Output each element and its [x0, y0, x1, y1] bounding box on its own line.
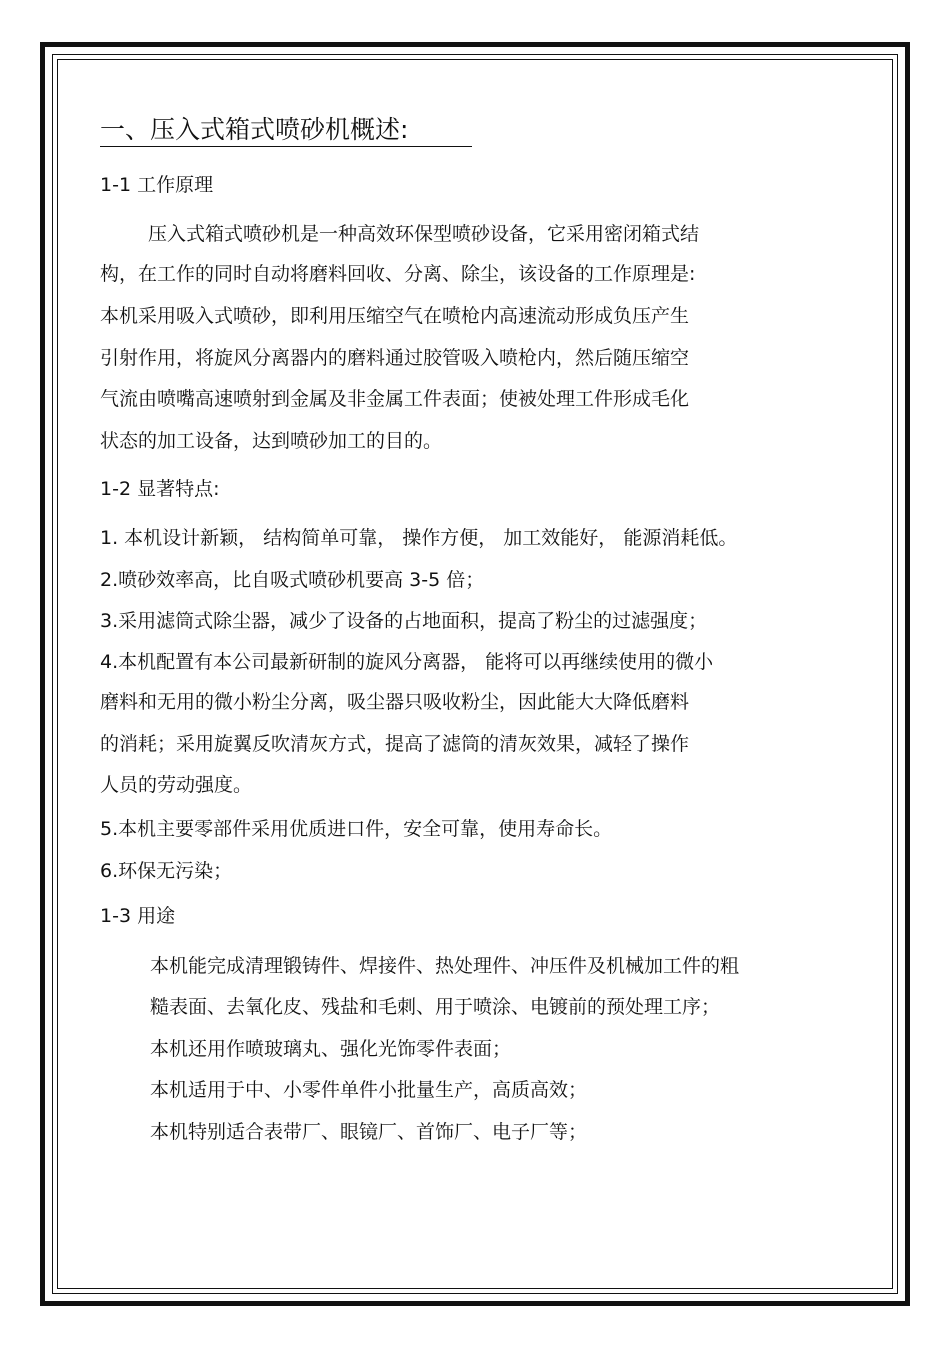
feature-item: 2.喷砂效率高，比自吸式喷砂机要高 3-5 倍； [100, 569, 485, 591]
paragraph-line: 本机采用吸入式喷砂，即利用压缩空气在喷枪内高速流动形成负压产生 [100, 305, 690, 327]
section-heading-features: 1-2 显著特点: [100, 478, 220, 500]
section-heading-principle: 1-1 工作原理 [100, 174, 214, 196]
paragraph-line: 构，在工作的同时自动将磨料回收、分离、除尘，该设备的工作原理是: [100, 263, 696, 285]
paragraph-line: 引射作用，将旋风分离器内的磨料通过胶管吸入喷枪内，然后随压缩空 [100, 347, 690, 369]
paragraph-line: 压入式箱式喷砂机是一种高效环保型喷砂设备，它采用密闭箱式结 [148, 223, 700, 245]
usage-line: 本机还用作喷玻璃丸、强化光饰零件表面； [150, 1038, 512, 1060]
feature-item-continued: 磨料和无用的微小粉尘分离，吸尘器只吸收粉尘，因此能大大降低磨料 [100, 691, 690, 713]
paragraph-line: 气流由喷嘴高速喷射到金属及非金属工件表面；使被处理工件形成毛化 [100, 388, 690, 410]
feature-item: 3.采用滤筒式除尘器，减少了设备的占地面积，提高了粉尘的过滤强度； [100, 610, 708, 632]
feature-item: 5.本机主要零部件采用优质进口件，安全可靠，使用寿命长。 [100, 818, 613, 840]
feature-item: 6.环保无污染； [100, 860, 233, 882]
feature-item-continued: 人员的劳动强度。 [100, 774, 253, 796]
feature-item: 4.本机配置有本公司最新研制的旋风分离器， 能将可以再继续使用的微小 [100, 651, 714, 673]
usage-line: 糙表面、去氧化皮、残盐和毛刺、用于喷涂、电镀前的预处理工序； [150, 996, 721, 1018]
feature-item: 1. 本机设计新颖， 结构简单可靠， 操作方便， 加工效能好， 能源消耗低。 [100, 527, 738, 549]
document-title: 一、压入式箱式喷砂机概述: [100, 115, 409, 144]
section-heading-usage: 1-3 用途 [100, 905, 176, 927]
usage-line: 本机特别适合表带厂、眼镜厂、首饰厂、电子厂等； [150, 1121, 588, 1143]
paragraph-line: 状态的加工设备，达到喷砂加工的目的。 [100, 430, 443, 452]
usage-line: 本机能完成清理锻铸件、焊接件、热处理件、冲压件及机械加工件的粗 [150, 955, 740, 977]
usage-line: 本机适用于中、小零件单件小批量生产，高质高效； [150, 1079, 588, 1101]
title-underline [100, 146, 472, 147]
feature-item-continued: 的消耗；采用旋翼反吹清灰方式，提高了滤筒的清灰效果，减轻了操作 [100, 733, 690, 755]
